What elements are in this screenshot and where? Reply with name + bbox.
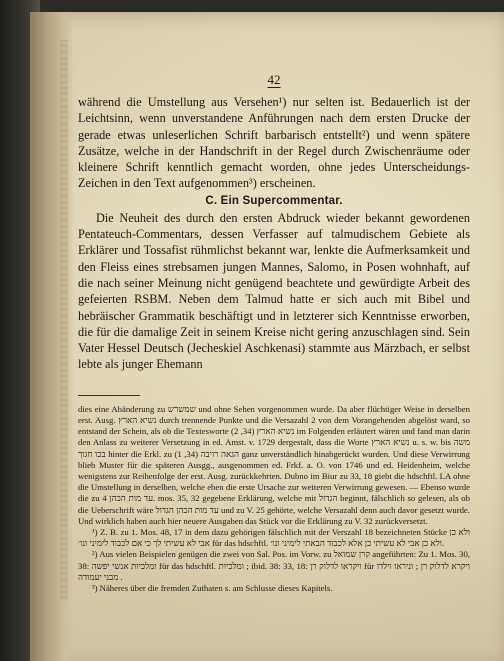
footnote-divider xyxy=(78,395,140,396)
footnote-1: ¹) Z. B. zu 1. Mos. 48, 17 in dem dazu gehörigen fälschlich mit der Verszahl 18 bezeichneten Stücke ולא כן אבי לא עשיתי לך כי אם לכבוד לימיני ונו׳ für das hdschftl. ולא כן אבי לא עשיתי כן אלא לכבוד הבאתי לימיני ונו׳. xyxy=(78,526,471,549)
footnote-3: ³) Näheres über die fremden Zuthaten s. am Schlusse dieses Kapitels. xyxy=(92,583,333,593)
footnote-continuation: dies eine Abänderung zu שמשרש und ohne Sehen vorgenommen wurde. Da aber flüchtiger Weise in derselben erst. Ausg. נשיא הארץ durch trennende Punkte und die Versazahl 2 von dem Vorangehenden abgelöst ward, so entstand der Schein, als ob die Textesworte נשיא הארץ (34, 2) im Folgenden erläutert wären und fand man darin den Anlass zu weiterer Versetzung in ed. Amst. v. 1729 dergestalt, dass die Worte נשיא הארץ u. s. w. bis משה בכו חגוך hinter die Erkl. zu הגאה רויבה (34, 1) ganz unverständlich hinabgerückt wurden. Und diese Verwirrung blieb Muster für die späteren Ausgg., ausgenommen ed. Frkf. a. O. von 1746 und ed. Heidenheim, welche wenigstens zur Reihenfolge der erst. Ausg. zurückkehrten. Dubno im Biur zu 33, 18 giebt die hdschftl. LA ohne die Umstellung in derselben, welche eben die erste Ursache zur weiteren Verwirrung gewesen. — Ebenso wurde die zu עד מות הכהן 4. mos. 35, 32 gegebene Erklärung, welche mit הגדול beginnt, fälschlich so gelesen, als ob die Ueberschrift wäre עד מות הכהן הגדול und zu V. 25 gehörte, welche Versazahl denn auch davor gesetzt wurde. Und wirklich haben auch hier neuere Ausgaben das Stück vor die Erklärung zu V. 32 zurückversetzt. xyxy=(78,403,470,526)
footnote-2: ²) Aus vielen Beispielen genügen die zwei von Sal. Pos. im Vorw. zu קרן שמואל angeführten: Zu 1. Mos. 30, 38: ומלכיות אנשי יפשה für das hdschftl. ומלכיות ; ibid. 38: 33, 18: ויקראו לדלוק רן für ויקרא לדלוק רן ; וניראו וילדו מבני יעמודה . xyxy=(78,549,470,582)
main-text xyxy=(78,94,470,373)
page-number: 42 xyxy=(267,72,281,87)
paragraph-intro: während die Umstellung aus Versehen¹) nur selten ist. Bedauerlich ist der Leichtsinn, wenn unverstandene Anführungen nach dem ersten Drucke der gerade etwas unleserlichen Schrift barbarisch entstellt²) und wenn spätere Zusätze, welche in der Handschrift in der Regel durch Zwischenräume oder kleinere Schrift kenntlich gemacht worden, ohne jedes Unterscheidungs-Zeichen in den Text aufgenommen³) erscheinen. xyxy=(78,95,470,191)
page-content xyxy=(78,72,470,594)
footnotes xyxy=(78,404,470,594)
paragraph-supercommentar: Die Neuheit des durch den ersten Abdruck wieder bekannt gewordenen Pentateuch-Commentars, dessen Verfasser auf talmudischem Gebiete als Erklärer und Tossafist rühmlichst bekannt war, lenkte die Aufmerksamkeit und den Fleiss eines strebsamen jungen Mannes, Salomo, in Posen wohnhaft, auf die nach seiner Meinung nicht genügend beachtete und gewürdigte Arbeit des gefeierten RSBM. Neben dem Talmud hatte er sich auch mit Bibel und hebräischer Grammatik beschäftigt und in letzterer sich Kenntnisse erworben, die für die damalige Zeit in seinem Kreise nicht gering anzuschlagen sind. Sein Vater Hessel Deutsch (Jecheskiel Aschkenasi) stammte aus Märzbach, er selbst lebte als junger Ehemann xyxy=(78,210,470,372)
binding-fold xyxy=(60,40,68,600)
section-heading: C. Ein Supercommentar. xyxy=(205,194,343,207)
